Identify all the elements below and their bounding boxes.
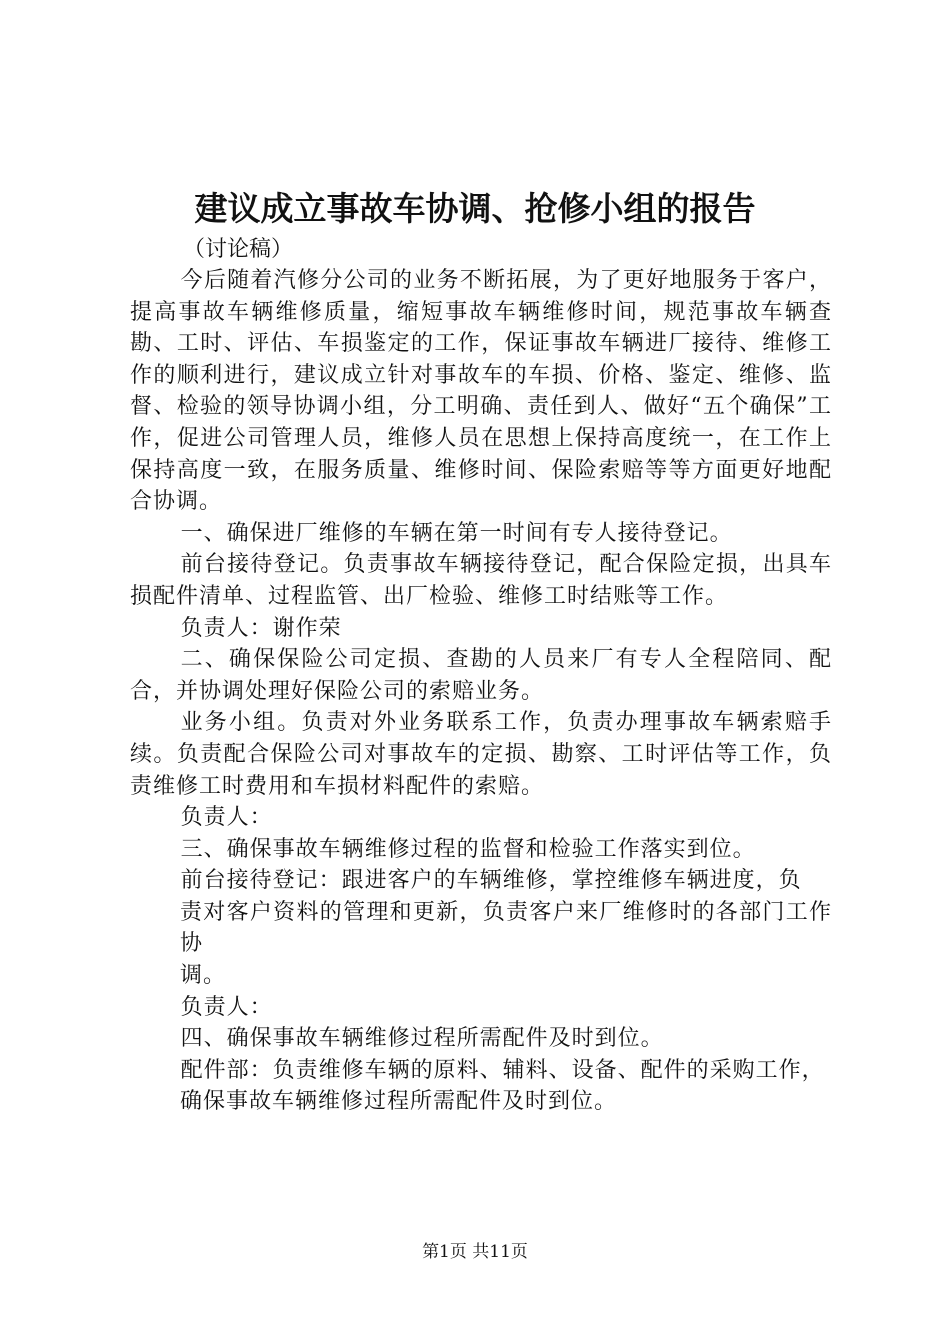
document-body xyxy=(130,265,832,1118)
section-heading-3: 三、确保事故车辆维修过程的监督和检验工作落实到位。 xyxy=(180,836,756,862)
paragraph: 责对客户资料的管理和更新，负责客户来厂维修时的各部门工作协 xyxy=(180,899,832,957)
paragraph: 前台接待登记：跟进客户的车辆维修，掌控维修车辆进度，负 xyxy=(180,868,802,894)
section-heading-4: 四、确保事故车辆维修过程所需配件及时到位。 xyxy=(180,1026,664,1052)
paragraph: 前台接待登记。负责事故车辆接待登记，配合保险定损，出具车损配件清单、过程监管、出厂检验、维修工时结账等工作。 xyxy=(130,552,832,609)
paragraph-intro: 今后随着汽修分公司的业务不断拓展，为了更好地服务于客户，提高事故车辆维修质量，缩短事故车辆维修时间，规范事故车辆查勘、工时、评估、车损鉴定的工作，保证事故车辆进厂接待、维修工作的顺利进行，建议成立针对事故车的车损、价格、鉴定、维修、监督、检验的领导协调小组，分工明确、责任到人、做好“五个确保”工作，促进公司管理人员，维修人员在思想上保持高度统一，在工作上保持高度一致，在服务质量、维修时间、保险索赔等等方面更好地配合协调。 xyxy=(130,268,832,515)
paragraph: 业务小组。负责对外业务联系工作，负责办理事故车辆索赔手续。负责配合保险公司对事故车的定损、勘察、工时评估等工作，负责维修工时费用和车损材料配件的索赔。 xyxy=(130,710,832,799)
document-subtitle: （讨论稿） xyxy=(183,237,294,262)
paragraph: 确保事故车辆维修过程所需配件及时到位。 xyxy=(180,1089,618,1115)
section-heading-1: 一、确保进厂维修的车辆在第一时间有专人接待登记。 xyxy=(180,520,733,546)
responsible-person: 负责人：谢作荣 xyxy=(180,615,342,641)
page-number: 第1页 共11页 xyxy=(422,1242,528,1262)
paragraph: 配件部：负责维修车辆的原料、辅料、设备、配件的采购工作， xyxy=(180,1057,825,1083)
responsible-person: 负责人： xyxy=(180,805,273,831)
document-title: 建议成立事故车协调、抢修小组的报告 xyxy=(194,189,756,228)
paragraph: 调。 xyxy=(180,963,227,989)
responsible-person: 负责人： xyxy=(180,994,273,1020)
section-heading-2: 二、确保保险公司定损、查勘的人员来厂有专人全程陪同、配合，并协调处理好保险公司的索赔业务。 xyxy=(130,647,832,704)
